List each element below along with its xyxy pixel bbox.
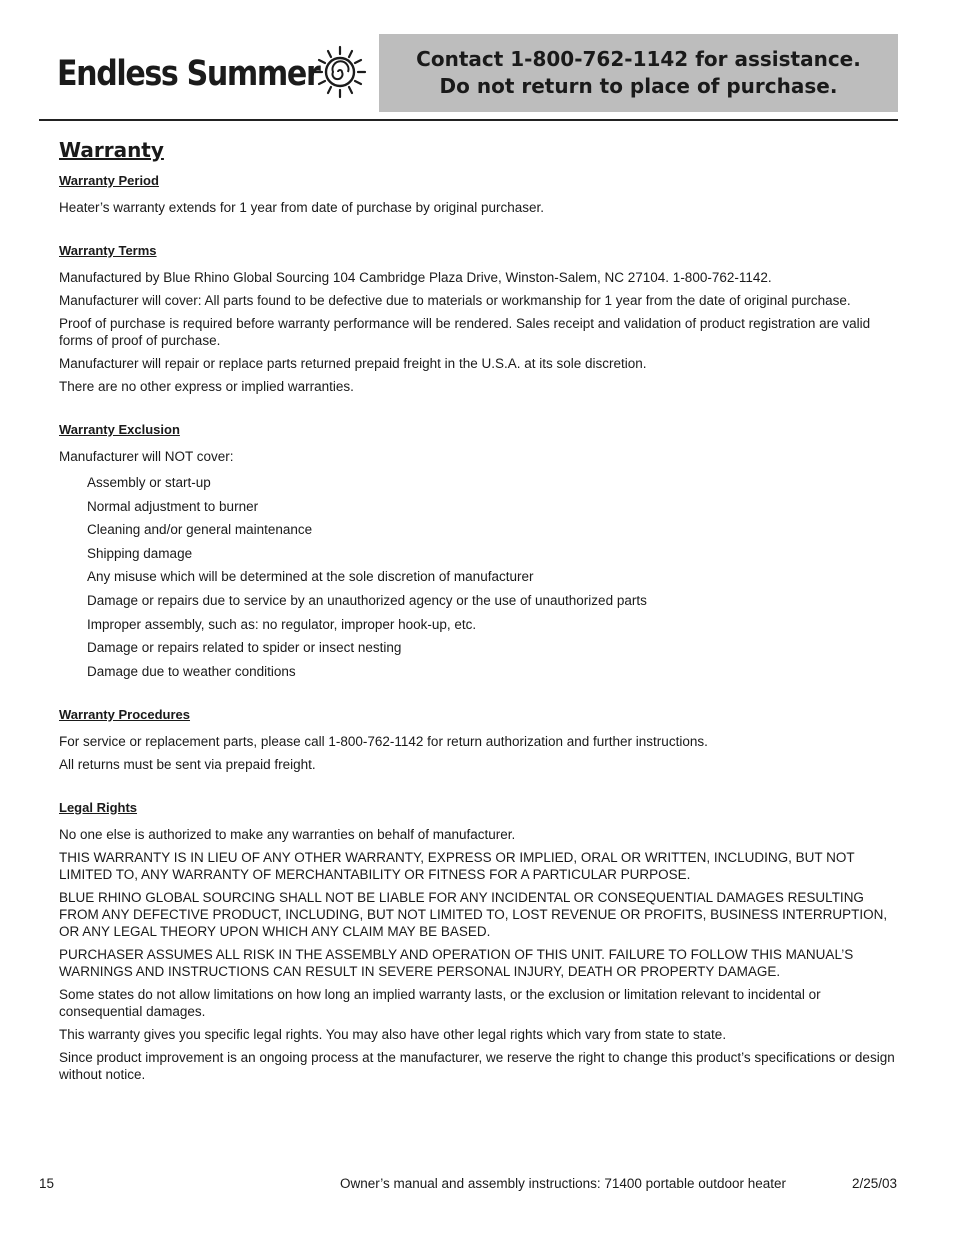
paragraph: PURCHASER ASSUMES ALL RISK IN THE ASSEMBLY AND OPERATION OF THIS UNIT. FAILURE TO FOLLOW THIS MANUAL’S WARNINGS AND INSTRUCTIONS CAN RESULT IN SEVERE PERSONAL INJURY, DEATH OR PROPERTY DAMAGE. <box>59 946 854 979</box>
list-item: Damage or repairs due to service by an unauthorized agency or the use of unauthorized parts <box>87 592 647 608</box>
paragraph: THIS WARRANTY IS IN LIEU OF ANY OTHER WARRANTY, EXPRESS OR IMPLIED, ORAL OR WRITTEN, INCLUDING, BUT NOT LIMITED TO, ANY WARRANTY OF MERCHANTABILITY OR FITNESS FOR A PARTICULAR PURPOSE. <box>59 849 855 882</box>
document-date: 2/25/03 <box>851 1176 897 1191</box>
section-heading: Warranty Terms <box>59 243 157 258</box>
document-title: Owner’s manual and assembly instructions: 71400 portable outdoor heater <box>340 1176 787 1191</box>
page-header <box>0 0 954 122</box>
section-warranty-period <box>59 172 899 216</box>
paragraph: BLUE RHINO GLOBAL SOURCING SHALL NOT BE LIABLE FOR ANY INCIDENTAL OR CONSEQUENTIAL DAMAGES RESULTING FROM ANY DEFECTIVE PRODUCT, INCLUDING, BUT NOT LIMITED TO, LOST REVENUE OR PROFITS, BUSINESS INTERRUPTION, OR ANY LEGAL THEORY UPON WHICH ANY CLAIM MAY BE BASED. <box>59 889 888 939</box>
paragraph: All returns must be sent via prepaid freight. <box>59 756 316 772</box>
paragraph: Manufacturer will NOT cover: <box>59 449 234 464</box>
paragraph: This warranty gives you specific legal rights. You may also have other legal rights which vary from state to state. <box>59 1026 727 1042</box>
section-heading: Warranty Period <box>59 173 159 188</box>
paragraph: Manufacturer will repair or replace parts returned prepaid freight in the U.S.A. at its sole discretion. <box>59 356 647 371</box>
warranty-content <box>59 172 899 1109</box>
section-legal-rights <box>59 799 899 1083</box>
section-warranty-exclusion <box>59 421 899 680</box>
paragraph: Proof of purchase is required before warranty performance will be rendered. Sales receipt and validation of product registration are valid forms of proof of purchase. <box>59 316 871 348</box>
contact-line-1: Contact 1-800-762-1142 for assistance. <box>416 47 861 71</box>
section-heading: Legal Rights <box>59 799 138 815</box>
paragraph: Some states do not allow limitations on how long an implied warranty lasts, or the exclusion or limitation relevant to incidental or consequential damages. <box>59 986 821 1019</box>
contact-line-2: Do not return to place of purchase. <box>439 74 838 98</box>
list-item: Improper assembly, such as: no regulator, improper hook-up, etc. <box>87 616 477 632</box>
section-warranty-terms <box>59 242 899 395</box>
list-item: Damage due to weather conditions <box>87 663 296 679</box>
paragraph: Manufactured by Blue Rhino Global Sourcing 104 Cambridge Plaza Drive, Winston-Salem, NC 27104. 1-800-762-1142. <box>59 270 772 285</box>
list-item: Normal adjustment to burner <box>87 498 259 514</box>
list-item: Damage or repairs related to spider or insect nesting <box>87 640 402 656</box>
page-footer <box>39 1176 897 1196</box>
page-number: 15 <box>39 1176 55 1191</box>
paragraph: Heater’s warranty extends for 1 year from date of purchase by original purchaser. <box>59 200 544 215</box>
header-divider <box>39 119 898 121</box>
list-item: Assembly or start-up <box>87 475 211 490</box>
list-item: Any misuse which will be determined at the sole discretion of manufacturer <box>87 569 534 585</box>
brand-logo: Endless Summer <box>57 54 320 94</box>
paragraph: Since product improvement is an ongoing process at the manufacturer, we reserve the right to change this product’s specifications or design without notice. <box>59 1049 895 1082</box>
page-title: Warranty <box>59 138 164 162</box>
sun-swirl-icon <box>310 45 370 99</box>
paragraph: No one else is authorized to make any warranties on behalf of manufacturer. <box>59 826 516 842</box>
paragraph: Manufacturer will cover: All parts found to be defective due to materials or workmanship for 1 year from the date of original purchase. <box>59 293 851 308</box>
contact-banner <box>379 34 898 112</box>
section-heading: Warranty Exclusion <box>59 422 180 437</box>
section-warranty-procedures <box>59 706 899 773</box>
list-item: Cleaning and/or general maintenance <box>87 522 313 538</box>
section-heading: Warranty Procedures <box>59 706 191 722</box>
list-item: Shipping damage <box>87 545 193 561</box>
paragraph: For service or replacement parts, please call 1-800-762-1142 for return authorization and further instructions. <box>59 733 708 749</box>
paragraph: There are no other express or implied warranties. <box>59 379 354 394</box>
